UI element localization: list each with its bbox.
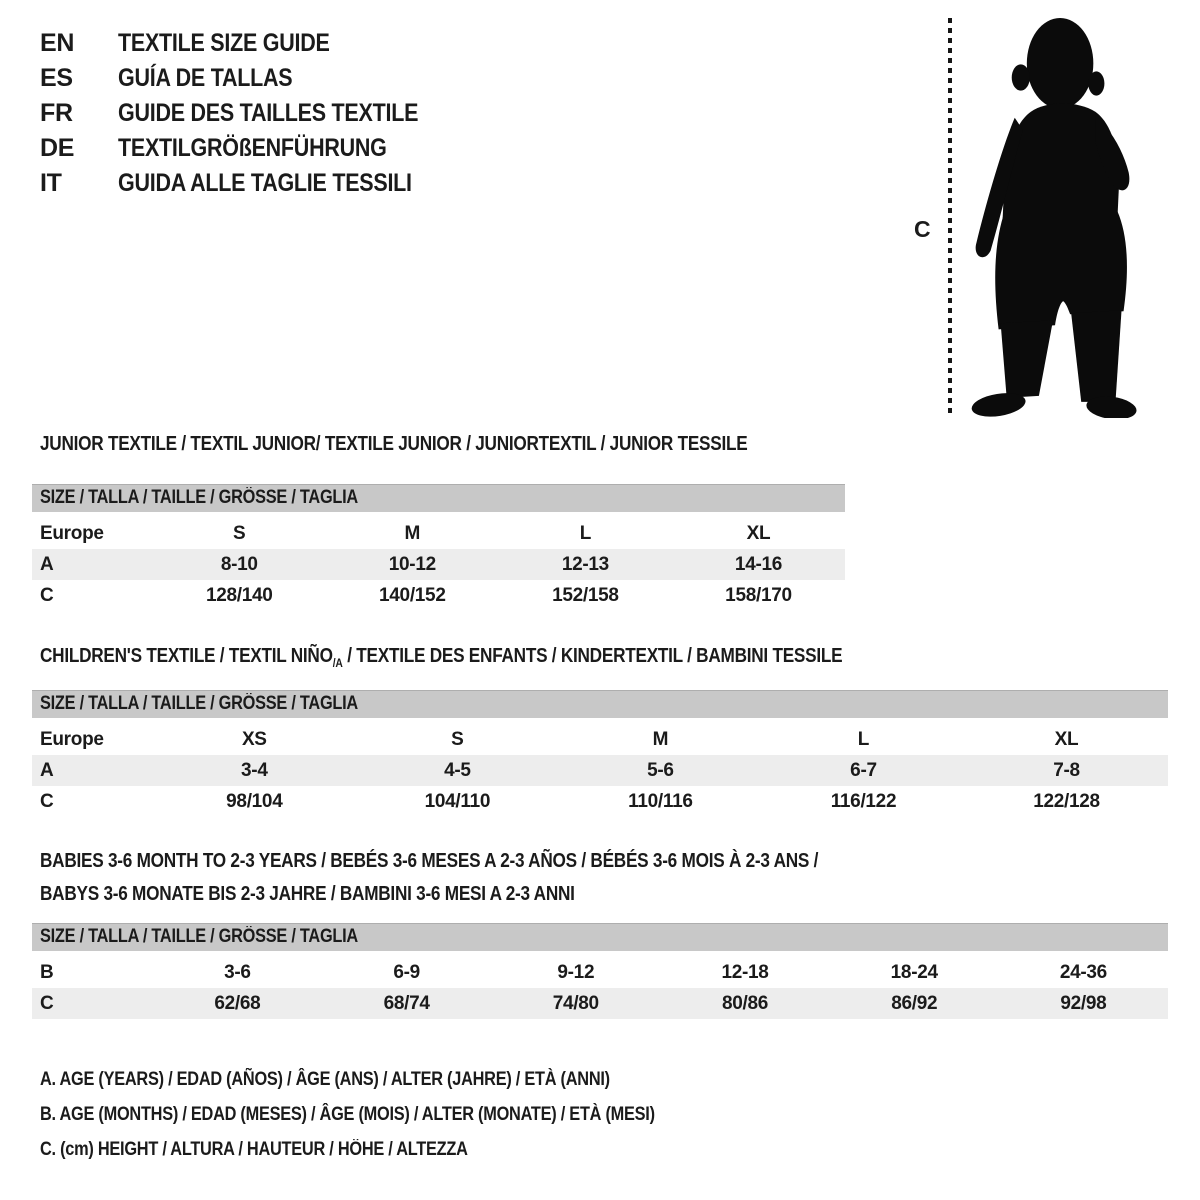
size-cell: 14-16 — [734, 553, 783, 575]
size-header-bar — [32, 484, 845, 512]
size-cell: 80/86 — [721, 992, 769, 1014]
table-row — [32, 724, 1168, 755]
language-label: GUIDE DES TAILLES TEXTILE — [118, 99, 419, 127]
row-label: C — [40, 584, 54, 606]
legend-text: B. AGE (MONTHS) / EDAD (MESES) / ÂGE (MOIS) / ALTER (MONATE) / ETÀ (MESI) — [40, 1104, 655, 1125]
size-cell: 110/116 — [628, 790, 693, 812]
row-label: B — [40, 961, 54, 983]
table-row — [32, 518, 845, 549]
size-cell: 6-7 — [850, 759, 877, 781]
size-cell: 12-13 — [561, 553, 609, 575]
legend-height-cm — [40, 1138, 537, 1161]
size-cell: 4-5 — [444, 759, 471, 781]
size-header-text: SIZE / TALLA / TAILLE / GRÖSSE / TAGLIA — [40, 693, 358, 714]
row-label: C — [40, 992, 54, 1014]
size-cell: 104/110 — [424, 790, 491, 812]
size-cell: 10-12 — [388, 553, 436, 575]
size-cell: 8-10 — [220, 553, 258, 575]
section-title-text: CHILDREN'S TEXTILE / TEXTIL $NIÑO_{/A}$ / TEXTILE DES ENFANTS / KINDERTEXTIL / BAMBINI TESSILE — [40, 645, 843, 670]
size-cell: S — [233, 522, 246, 544]
section-title-text: BABYS 3-6 MONATE BIS 2-3 JAHRE / BAMBINI 3-6 MESI A 2-3 ANNI — [40, 883, 575, 905]
size-cell: 152/158 — [552, 584, 619, 606]
size-cell: 122/128 — [1033, 790, 1100, 812]
language-label: GUIDA ALLE TAGLIE TESSILI — [118, 169, 412, 197]
size-cell: XL — [1054, 728, 1079, 750]
height-dimension-label: C — [914, 216, 931, 242]
size-cell: 68/74 — [383, 992, 430, 1014]
size-cell: 9-12 — [557, 961, 595, 983]
size-cell: L — [857, 728, 870, 750]
row-label: A — [40, 553, 54, 575]
language-row-de — [40, 131, 467, 166]
language-label: TEXTILE SIZE GUIDE — [118, 29, 330, 57]
nino-a-subscript: /A — [332, 656, 343, 670]
row-label: C — [40, 790, 54, 812]
table-row — [32, 755, 1168, 786]
size-cell: 92/98 — [1060, 992, 1107, 1014]
row-label: Europe — [40, 522, 104, 544]
section-title-text: BABIES 3-6 MONTH TO 2-3 YEARS / BEBÉS 3-6 MESES A 2-3 AÑOS / BÉBÉS 3-6 MOIS À 2-3 ANS / — [40, 850, 819, 872]
section-title-babies — [40, 850, 945, 916]
language-row-it — [40, 166, 467, 201]
legend-text: C. (cm) HEIGHT / ALTURA / HAUTEUR / HÖHE / ALTEZZA — [40, 1139, 468, 1160]
section-title-children — [40, 645, 973, 674]
language-code: DE — [40, 134, 75, 162]
size-header-bar — [32, 923, 1168, 951]
size-cell: 24-36 — [1059, 961, 1107, 983]
legend-text: A. AGE (YEARS) / EDAD (AÑOS) / ÂGE (ANS) / ALTER (JAHRE) / ETÀ (ANNI) — [40, 1069, 610, 1090]
size-cell: 98/104 — [226, 790, 283, 812]
size-cell: 158/170 — [725, 584, 792, 606]
size-cell: 74/80 — [552, 992, 599, 1014]
row-label: Europe — [40, 728, 104, 750]
size-header-bar — [32, 690, 1168, 718]
table-row — [32, 988, 1168, 1019]
babies-size-table — [32, 923, 1168, 1019]
toddler-silhouette-icon — [963, 15, 1137, 418]
legend-age-years — [40, 1068, 703, 1091]
language-label: GUÍA DE TALLAS — [118, 64, 293, 92]
language-row-es — [40, 61, 467, 96]
table-row — [32, 957, 1168, 988]
language-guide — [40, 26, 467, 201]
junior-size-table — [32, 484, 845, 611]
language-row-fr — [40, 96, 467, 131]
table-row — [32, 786, 1168, 817]
language-row-en — [40, 26, 467, 61]
size-header-text: SIZE / TALLA / TAILLE / GRÖSSE / TAGLIA — [40, 926, 358, 947]
size-cell: 7-8 — [1053, 759, 1080, 781]
legend-age-months — [40, 1103, 755, 1126]
size-cell: 18-24 — [890, 961, 938, 983]
size-cell: 128/140 — [205, 584, 273, 606]
language-code: EN — [40, 29, 75, 57]
size-cell: 6-9 — [393, 961, 420, 983]
size-cell: 5-6 — [647, 759, 674, 781]
children-size-table — [32, 690, 1168, 817]
height-dimension-line — [948, 18, 952, 418]
size-cell: 86/92 — [891, 992, 938, 1014]
size-cell: 116/122 — [830, 790, 897, 812]
size-cell: 3-6 — [224, 961, 251, 983]
section-title-text: JUNIOR TEXTILE / TEXTIL JUNIOR/ TEXTILE JUNIOR / JUNIORTEXTIL / JUNIOR TESSILE — [40, 433, 748, 455]
size-cell: XS — [241, 728, 267, 750]
size-cell: S — [451, 728, 464, 750]
size-cell: 140/152 — [379, 584, 446, 606]
size-cell: L — [579, 522, 592, 544]
table-row — [32, 549, 845, 580]
size-cell: M — [652, 728, 669, 750]
size-cell: 3-4 — [241, 759, 268, 781]
size-cell: M — [404, 522, 421, 544]
section-title-junior — [40, 433, 863, 455]
language-label: TEXTILGRÖßENFÜHRUNG — [118, 134, 387, 162]
language-code: FR — [40, 99, 73, 127]
language-code: IT — [40, 169, 62, 197]
size-cell: XL — [746, 522, 771, 544]
size-cell: 12-18 — [721, 961, 769, 983]
row-label: A — [40, 759, 54, 781]
size-cell: 62/68 — [214, 992, 261, 1014]
size-header-text: SIZE / TALLA / TAILLE / GRÖSSE / TAGLIA — [40, 487, 358, 508]
table-row — [32, 580, 845, 611]
language-code: ES — [40, 64, 73, 92]
